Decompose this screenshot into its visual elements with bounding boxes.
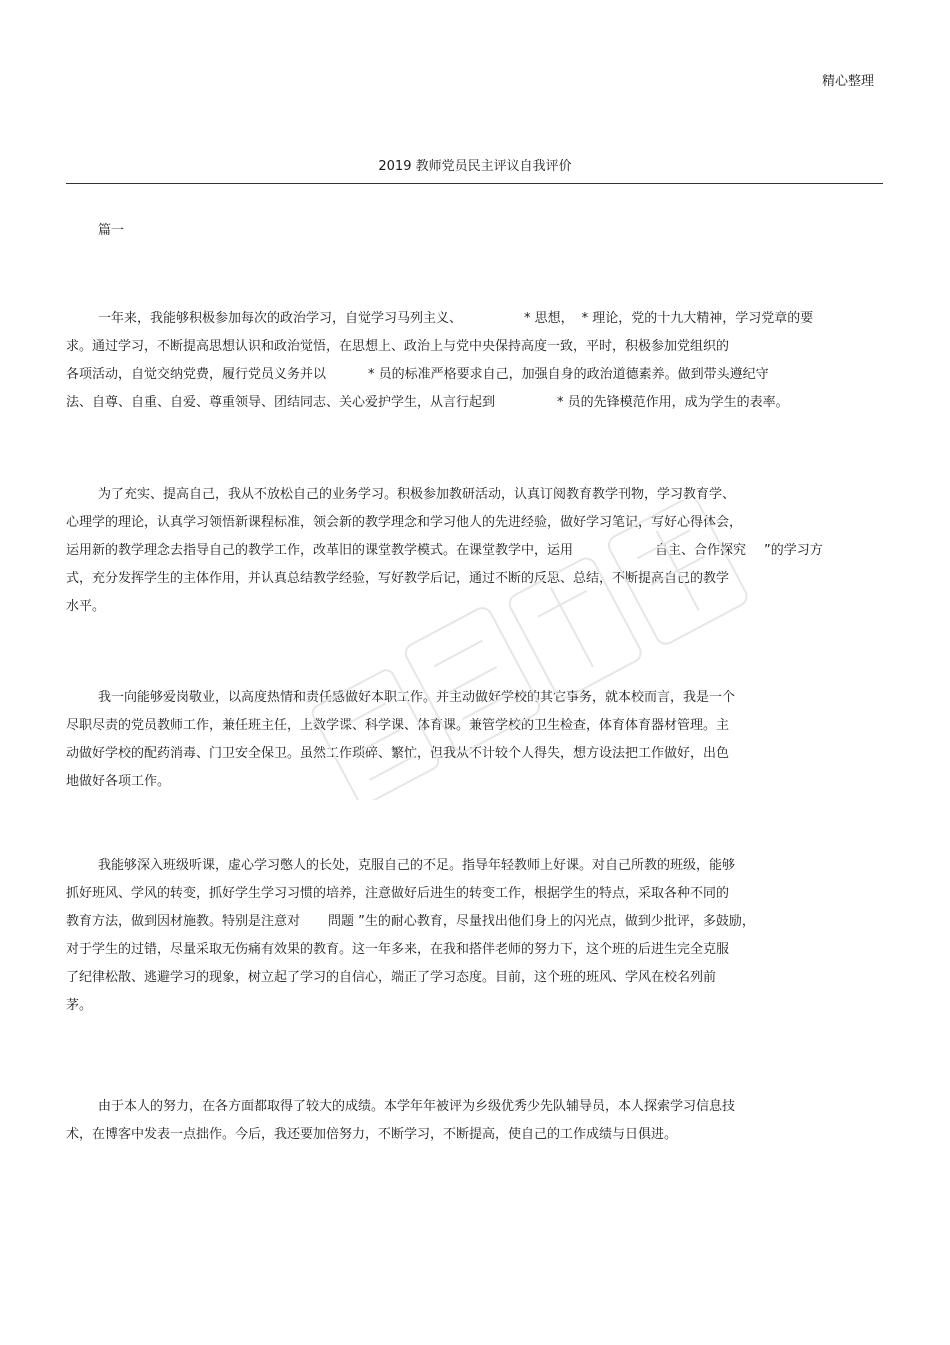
text-segment: 运用新的教学理念去指导自己的教学工作，改革旧的课堂教学模式。在课堂教学中，运用 [66,543,574,558]
text-segment: 对于学生的过错，尽量采取无伤痛有效果的教育。这一年多来，在我和搭伴老师的努力下，这个班的后进生完全克服 [66,942,730,957]
text-segment: 了纪律松散、逃避学习的现象，树立起了学习的自信心，端正了学习态度。目前，这个班的班风、学风在校名列前 [66,970,717,985]
text-segment: 抓好班风、学风的转变，抓好学生学习习惯的培养，注意做好后进生的转变工作，根据学生的特点，采取各种不同的 [66,886,730,901]
text-segment: ”的学习方 [764,543,823,558]
text-segment: * 员的先锋模范作用，成为学生的表率。 [557,395,789,410]
paragraph-line [66,1093,735,1121]
paragraph-line [66,964,755,992]
text-segment: 尽职尽责的党员教师工作，兼任班主任，上数学课、科学课、体育课。兼管学校的卫生检查，体育体育器材管理。主 [66,718,730,733]
paragraph-line [66,992,755,1020]
paragraph-5 [66,1093,735,1149]
paragraph-line [66,333,813,361]
text-segment: * 员的标准严格要求自己，加强自身的政治道德素养。做到带头遵纪守 [368,367,769,382]
section-label: 篇一 [98,223,125,238]
paragraph-line [66,361,813,389]
paragraph-line [66,537,823,565]
text-segment: 各项活动，自觉交纳党费，履行党员义务并以 [66,367,327,382]
text-segment: 問题 ”生的耐心教育，尽量找出他们身上的闪光点，做到少批评，多鼓励， [328,914,755,929]
paragraph-line [66,936,755,964]
text-segment: 心理学的理论，认真学习领悟新课程标准，领会新的教学理念和学习他人的先进经验，做好学习笔记，写好心得体会， [66,515,743,530]
text-segment: 为了充实、提高自己，我从不放松自己的业务学习。积极参加教研活动，认真订阅教育教学刊物，学习教育学、 [98,487,736,502]
text-segment: 教育方法，做到因材施教。特别是注意对 [66,914,301,929]
text-segment: 式，充分发挥学生的主体作用，并认真总结教学经验，写好教学后记，通过不断的反思、总结，不断提高自己的教学 [66,571,730,586]
text-segment: * 思想， [524,311,574,326]
text-segment: 动做好学校的配药消毒、门卫安全保卫。虽然工作琐碎、繁忙，但我从不计较个人得失，想方设法把工作做好，出色 [66,746,730,761]
text-segment: 我能够深入班级听课，虚心学习憋人的长处，克服自己的不足。指导年轻教师上好课。对自己所教的班级，能够 [98,858,736,873]
paragraph-line [66,1121,735,1149]
paragraph-4 [66,852,755,1020]
paragraph-line [66,852,755,880]
paragraph-line [66,712,735,740]
text-segment: 一年来，我能够积极参加每次的政治学习，自觉学习马列主义、 [98,311,463,326]
paragraph-line [66,481,823,509]
paragraph-2 [66,481,823,621]
paragraph-line [66,305,813,333]
paragraph-line [66,684,735,712]
text-segment: 地做好各项工作。 [66,774,171,789]
paragraph-line [66,908,755,936]
text-segment: 求。通过学习，不断提高思想认识和政治觉悟，在思想上、政治上与党中央保持高度一致，平时，积极参加党组织的 [66,339,730,354]
paragraph-line [66,880,755,908]
text-segment: 法、自尊、自重、自爱、尊重领导、团结同志、关心爱护学生，从言行起到 [66,395,496,410]
text-segment: 自主、合作探究 [655,543,747,558]
paragraph-line [66,768,735,796]
header-note: 精心整理 [821,74,874,89]
paragraph-line [66,565,823,593]
title-divider [66,183,883,184]
paragraph-line [66,740,735,768]
paragraph-line [66,389,813,417]
paragraph-3 [66,684,735,796]
text-segment: 术，在博客中发表一点拙作。今后，我还要加倍努力，不断学习，不断提高，使自己的工作成绩与日俱进。 [66,1127,678,1142]
text-segment: * 理论，党的十九大精神，学习党章的要 [581,311,814,326]
text-segment: 我一向能够爱岗敬业，以高度热情和责任感做好本职工作。并主动做好学校的其它事务，就本校而言，我是一个 [98,690,736,705]
document-title: 2019 教师党员民主评议自我评价 [378,159,572,174]
text-segment: 由于本人的努力，在各方面都取得了较大的成绩。本学年年被评为乡级优秀少先队辅导员，本人探索学习信息技 [98,1099,736,1114]
paragraph-line [66,509,823,537]
paragraph-line [66,593,823,621]
text-segment: 水平。 [66,599,106,614]
text-segment: 茅。 [66,998,93,1013]
paragraph-1 [66,305,813,417]
